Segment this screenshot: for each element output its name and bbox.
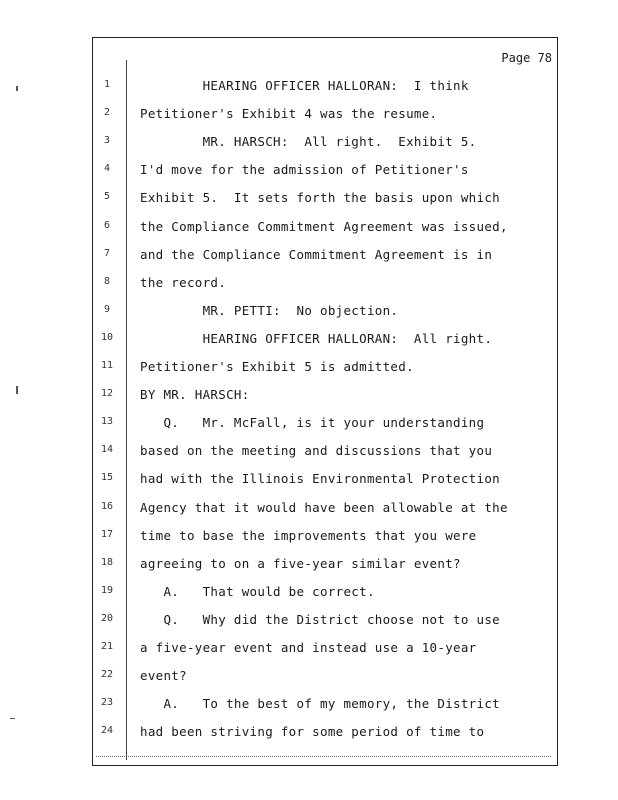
transcript-line: A. That would be correct. xyxy=(140,583,375,599)
transcript-line: agreeing to on a five-year similar event? xyxy=(140,555,461,571)
line-number: 20 xyxy=(100,612,114,624)
transcript-line: Agency that it would have been allowable at the xyxy=(140,499,508,515)
transcript-line: I'd move for the admission of Petitioner's xyxy=(140,162,469,178)
line-number: 2 xyxy=(103,107,111,119)
transcript-line: HEARING OFFICER HALLORAN: All right. xyxy=(140,330,493,346)
transcript-line: time to base the improvements that you were xyxy=(140,527,477,543)
line-number-margin-rule xyxy=(126,60,127,760)
transcript-line: MR. PETTI: No objection. xyxy=(140,302,399,318)
line-number: 1 xyxy=(103,79,111,90)
line-number: 4 xyxy=(103,163,111,175)
transcript-line: Petitioner's Exhibit 4 was the resume. xyxy=(140,106,438,122)
transcript-line: the record. xyxy=(140,274,227,290)
transcript-line: had been striving for some period of time to xyxy=(140,724,485,740)
line-number: 7 xyxy=(103,247,111,259)
line-number: 17 xyxy=(100,528,114,540)
line-number: 3 xyxy=(103,135,111,147)
line-number: 14 xyxy=(100,444,114,456)
transcript-line: BY MR. HARSCH: xyxy=(140,387,250,403)
line-number: 18 xyxy=(100,556,114,568)
line-number: 10 xyxy=(100,331,114,343)
scan-speck xyxy=(10,718,15,719)
line-number: 6 xyxy=(103,219,111,231)
transcript-line: Petitioner's Exhibit 5 is admitted. xyxy=(140,359,414,374)
transcript-line: MR. HARSCH: All right. Exhibit 5. xyxy=(140,134,477,150)
line-number: 5 xyxy=(103,191,111,203)
transcript-line: Q. Mr. McFall, is it your understanding xyxy=(140,415,485,431)
transcript-line: Q. Why did the District choose not to use xyxy=(140,611,500,627)
line-number: 24 xyxy=(100,725,114,737)
transcript-line: a five-year event and instead use a 10-year xyxy=(140,640,477,655)
line-number: 13 xyxy=(100,416,114,428)
transcript-line: the Compliance Commitment Agreement was issued, xyxy=(140,218,508,234)
transcript-line: A. To the best of my memory, the District xyxy=(140,696,500,712)
scan-speck xyxy=(16,86,18,91)
line-number: 22 xyxy=(100,669,114,681)
line-number: 11 xyxy=(100,360,114,371)
transcript-line: Exhibit 5. It sets forth the basis upon which xyxy=(140,190,500,206)
scan-speck xyxy=(16,386,18,394)
transcript-line: had with the Illinois Environmental Protection xyxy=(140,471,500,487)
line-number: 8 xyxy=(103,275,111,287)
line-number: 12 xyxy=(100,388,114,400)
scan-artifact-bottom xyxy=(96,756,551,759)
transcript-line: event? xyxy=(140,668,187,684)
line-number: 16 xyxy=(100,500,114,512)
page-number: Page 78 xyxy=(501,51,552,65)
transcript-line: and the Compliance Commitment Agreement is in xyxy=(140,246,493,262)
line-number: 15 xyxy=(100,472,114,484)
transcript-line: HEARING OFFICER HALLORAN: I think xyxy=(140,78,469,93)
line-number: 9 xyxy=(103,303,111,315)
line-number: 21 xyxy=(100,641,114,652)
line-number: 19 xyxy=(100,584,114,596)
line-number: 23 xyxy=(100,697,114,709)
transcript-line: based on the meeting and discussions that you xyxy=(140,443,493,459)
